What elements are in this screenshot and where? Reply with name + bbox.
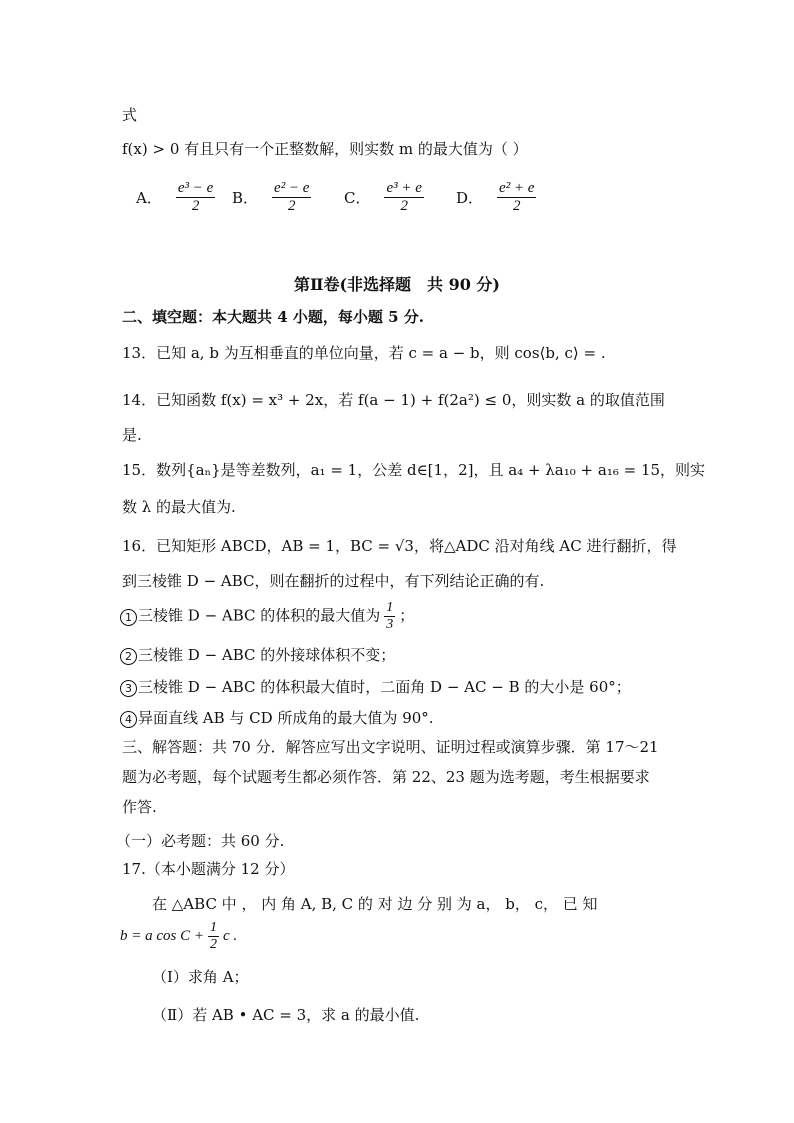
fraction-denominator: 3 [386,617,394,633]
fraction-numerator: 1 [384,600,395,617]
statement-suffix: ； [399,606,415,625]
option-numerator: e² − e [272,180,311,198]
circled-number: 2 [120,648,137,665]
section-title: 第Ⅱ卷(非选择题 共 90 分) [293,275,501,294]
option-label: D． [456,189,484,208]
circled-number: 4 [120,711,137,728]
equation-left: b = a cos C + [120,928,204,945]
question-16-line2: 到三棱锥 D − ABC，则在翻折的过程中，有下列结论正确的有. [122,572,545,590]
required-subheading: （一）必考题：共 60 分. [116,832,285,850]
statement-1 [120,600,414,633]
circled-number: 1 [120,609,137,626]
option-denominator: 2 [288,198,296,215]
question-16-line1: 16．已知矩形 ABCD，AB = 1，BC = √3，将△ADC 沿对角线 AC 进行翻折，得 [122,537,677,555]
option-c[interactable] [344,180,428,216]
statement-2 [120,644,395,665]
equation-denominator: 2 [210,937,217,953]
prev-question-condition: f(x) > 0 有且只有一个正整数解，则实数 m 的最大值为（ ） [122,140,528,158]
statement-text: 三棱锥 D − ABC 的体积的最大值为 [138,606,381,625]
section3-line2: 题为必考题，每个试题考生都必须作答．第 22、23 题为选考题，考生根据要求 [122,768,650,786]
option-a[interactable] [136,180,219,216]
option-label: B． [232,189,259,208]
statement-text: 三棱锥 D − ABC 的体积最大值时，二面角 D − AC − B 的大小是 60°； [138,678,631,696]
option-label: C． [344,189,371,208]
statement-text: 异面直线 AB 与 CD 所成角的最大值为 90°. [138,709,434,727]
option-numerator: e³ − e [176,180,215,198]
equation-right: c . [223,928,238,945]
section3-line3: 作答. [122,798,157,816]
statement-4 [120,707,434,728]
section-heading-fill-in: 二、填空题：本大题共 4 小题，每小题 5 分. [122,308,424,326]
question-17-equation [120,920,237,953]
option-denominator: 2 [191,198,200,215]
option-numerator: e² + e [497,180,536,198]
option-d[interactable] [456,180,540,216]
question-17-part1: （Ⅰ）求角 A； [152,968,249,986]
option-b[interactable] [232,180,315,216]
option-denominator: 2 [400,198,408,215]
statement-3 [120,676,631,697]
circled-number: 3 [120,680,137,697]
question-14-line2: 是. [122,426,142,444]
prev-question-fragment: 式 [122,106,138,124]
question-15-line2: 数 λ 的最大值为. [122,498,236,516]
question-17-line1: 在 △ABC 中 ， 内 角 A, B, C 的 对 边 分 别 为 a， b， c， 已 知 [152,895,598,913]
question-15-line1: 15．数列{aₙ}是等差数列，a₁ = 1，公差 d∈[1，2]，且 a₄ + λa₁₀ + a₁₆ = 15，则实 [122,461,706,479]
section3-line1: 三、解答题：共 70 分．解答应写出文字说明、证明过程或演算步骤．第 17～21 [122,738,659,756]
option-denominator: 2 [513,198,521,215]
option-label: A． [136,189,162,208]
option-numerator: e³ + e [384,180,423,198]
question-17-title: 17.（本小题满分 12 分） [122,860,295,878]
question-13: 13．已知 a, b 为互相垂直的单位向量，若 c = a − b，则 cos⟨b, c⟩ = . [122,344,606,362]
question-17-part2: （Ⅱ）若 AB • AC = 3，求 a 的最小值. [152,1006,420,1024]
statement-text: 三棱锥 D − ABC 的外接球体积不变； [138,646,396,664]
question-14-line1: 14．已知函数 f(x) = x³ + 2x，若 f(a − 1) + f(2a²) ≤ 0，则实数 a 的取值范围 [122,391,665,409]
equation-numerator: 1 [208,920,219,937]
